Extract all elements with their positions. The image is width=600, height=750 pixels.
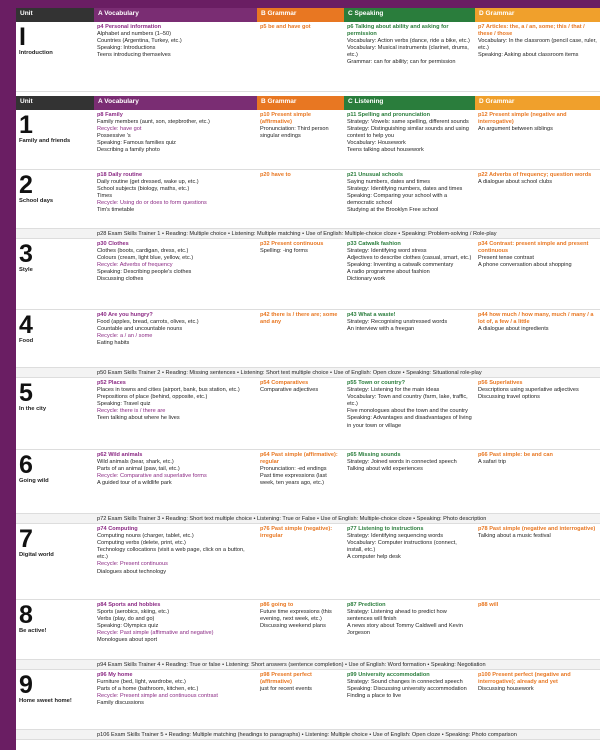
lesson-line: Teens introducing themselves [97, 52, 171, 59]
lesson-line: Strategy: Distinguishing similar sounds and using context to help you [347, 126, 469, 140]
lesson-line: Speaking: Comparing your school with a democratic school [347, 193, 448, 207]
header-unit: Unit [16, 8, 94, 22]
cell-skills [344, 600, 475, 659]
lesson-line: A news story about Tommy Caldwell and Kevin Jorgeson [347, 623, 463, 637]
unit-title: Going wild [19, 478, 49, 484]
unit-number: 2 [19, 171, 33, 199]
cell-grammar-d [475, 670, 600, 729]
unit-cell [16, 239, 94, 309]
lesson-line: Descriptions using superlative adjectives [478, 387, 579, 394]
lesson-line: Vocabulary: Computer instructions (connect, install, etc.) [347, 540, 457, 554]
lesson-title: p42 there is / there are; some and any [260, 312, 338, 326]
exam-skills-banner: p72 Exam Skills Trainer 3 • Reading: Short text multiple choice • Listening: True or False • Use of English: Multiple-choice cloze • Speaking: Photo description [16, 514, 600, 524]
header-speaking: C Speaking [344, 8, 475, 22]
lesson-title: p18 Daily routine [97, 172, 143, 178]
lesson-line: Alphabet and numbers (1–50) [97, 31, 172, 38]
lesson-title: p40 Are you hungry? [97, 312, 153, 318]
lesson-title: p44 how much / how many, much / many / a lot of, a few / a little [478, 312, 594, 326]
unit-row [16, 524, 600, 600]
cell-grammar [257, 524, 344, 599]
lesson-line: Computing verbs (delete, print, etc.) [97, 540, 186, 547]
unit-number: 6 [19, 451, 33, 479]
lesson-title: p22 Adverbs of frequency; question words [478, 172, 592, 178]
lesson-line: Sports (aerobics, skiing, etc.) [97, 609, 170, 616]
cell-skills [344, 239, 475, 309]
unit-row [16, 170, 600, 229]
cell-vocabulary [94, 450, 257, 513]
unit-cell [16, 524, 94, 599]
unit-cell [16, 670, 94, 729]
lesson-title: p100 Present perfect (negative and interrogative); already and yet [478, 672, 571, 686]
exam-skills-banner: p106 Exam Skills Trainer 5 • Reading: Multiple matching (headings to paragraphs) • Listening: Multiple choice • Use of English: Open cloze • Speaking: Photo comparison [16, 730, 600, 740]
lesson-line: Possessive 's [97, 133, 131, 140]
lesson-line: A dialogue about school clubs [478, 179, 553, 186]
unit-row [16, 22, 600, 92]
cell-grammar-d [475, 239, 600, 309]
lesson-line: Teens talking about housework [347, 147, 424, 154]
exam-skills-banner: p28 Exam Skills Trainer 1 • Reading: Multiple choice • Listening: Multiple matching • Use of English: Multiple-choice cloze • Speaking: Problem-solving / Role-play [16, 229, 600, 239]
recycle-note: Recycle: Adverbs of frequency [97, 262, 173, 269]
lesson-line: Pronunciation: -ed endings [260, 466, 327, 473]
lesson-line: A safari trip [478, 459, 506, 466]
lesson-line: A radio programme about fashion [347, 269, 430, 276]
unit-cell [16, 22, 94, 91]
lesson-line: Times [97, 193, 113, 200]
cell-vocabulary [94, 239, 257, 309]
lesson-title: p86 going to [260, 602, 294, 608]
lesson-line: Strategy: Identifying word stress [347, 248, 427, 255]
lesson-line: Future time expressions (this evening, next week, etc.) [260, 609, 332, 623]
header-vocabulary: A Vocabulary [94, 96, 257, 110]
lesson-line: Computing nouns (charger, tablet, etc.) [97, 533, 194, 540]
lesson-line: An interview with a freegan [347, 326, 415, 333]
lesson-line: Strategy: Joined words in connected speech [347, 459, 457, 466]
cell-grammar-d [475, 524, 600, 599]
lesson-title: p65 Missing sounds [347, 452, 401, 458]
cell-grammar [257, 110, 344, 169]
cell-skills [344, 110, 475, 169]
lesson-title: p43 What a waste! [347, 312, 396, 318]
lesson-line: Past time expressions (last week, ten years ago, etc.) [260, 473, 327, 487]
cell-grammar [257, 310, 344, 367]
lesson-line: Present tense contrast [478, 255, 534, 262]
lesson-line: Daily routine (get dressed, wake up, etc.) [97, 179, 199, 186]
header-grammar-d: D Grammar [475, 96, 600, 110]
cell-grammar [257, 170, 344, 228]
lesson-title: p77 Listening to instructions [347, 526, 424, 532]
lesson-title: p55 Town or country? [347, 380, 406, 386]
lesson-line: Countable and uncountable nouns [97, 326, 183, 333]
cell-skills [344, 310, 475, 367]
lesson-title: p74 Computing [97, 526, 138, 532]
lesson-line: Food (apples, bread, carrots, olives, etc.) [97, 319, 199, 326]
unit-row [16, 310, 600, 368]
lesson-line: Talking about a music festival [478, 533, 551, 540]
lesson-line: Clothes (boots, cardigan, dress, etc.) [97, 248, 189, 255]
lesson-line: Studying at the Brooklyn Free school [347, 207, 439, 214]
lesson-title: p62 Wild animals [97, 452, 143, 458]
cell-grammar-d [475, 170, 600, 228]
lesson-line: Strategy: Listening for the main ideas [347, 387, 440, 394]
lesson-line: Discussing travel options [478, 394, 540, 401]
recycle-note: Recycle: have got [97, 126, 142, 133]
lesson-title: p10 Present simple (affirmative) [260, 112, 311, 126]
unit-row [16, 239, 600, 310]
lesson-line: Speaking: Famous families quiz [97, 140, 176, 147]
lesson-line: Wild animals (bear, shark, etc.) [97, 459, 174, 466]
cell-vocabulary [94, 378, 257, 449]
header-row-intro [16, 8, 600, 22]
lesson-line: A computer help desk [347, 554, 401, 561]
lesson-line: Talking about wild experiences [347, 466, 423, 473]
lesson-line: Monologues about sport [97, 637, 158, 644]
lesson-line: Vocabulary: Action verbs (dance, ride a bike, etc.) [347, 38, 470, 45]
header-vocabulary: A Vocabulary [94, 8, 257, 22]
lesson-line: Discussing housework [478, 686, 534, 693]
lesson-line: Five monologues about the town and the country [347, 408, 468, 415]
lesson-line: Discussing clothes [97, 276, 144, 283]
header-listening: C Listening [344, 96, 475, 110]
cell-grammar-d [475, 310, 600, 367]
lesson-line: just for recent events [260, 686, 312, 693]
lesson-line: Finding a place to live [347, 693, 402, 700]
recycle-note: Recycle: Present simple and continuous contrast [97, 693, 218, 700]
cell-grammar [257, 600, 344, 659]
lesson-line: An argument between siblings [478, 126, 553, 133]
unit-cell [16, 378, 94, 449]
unit-row [16, 110, 600, 170]
lesson-line: Dictionary work [347, 276, 386, 283]
cell-grammar [257, 450, 344, 513]
lesson-title: p84 Sports and hobbies [97, 602, 161, 608]
lesson-title: p33 Catwalk fashion [347, 241, 401, 247]
lesson-title: p54 Comparatives [260, 380, 309, 386]
lesson-title: p66 Past simple: be and can [478, 452, 553, 458]
unit-title: Family and friends [19, 138, 71, 144]
unit-row [16, 378, 600, 450]
lesson-title: p52 Places [97, 380, 126, 386]
lesson-line: Tim's timetable [97, 207, 135, 214]
lesson-line: A dialogue about ingredients [478, 326, 549, 333]
lesson-line: Parts of an animal (paw, tail, etc.) [97, 466, 180, 473]
lesson-title: p64 Past simple (affirmative): regular [260, 452, 338, 466]
cell-grammar [257, 239, 344, 309]
unit-cell [16, 450, 94, 513]
cell-skills [344, 670, 475, 729]
recycle-note: Recycle: Using do or does to form questions [97, 200, 207, 207]
unit-cell [16, 600, 94, 659]
cell-grammar-d [475, 22, 600, 91]
unit-title: Introduction [19, 50, 53, 56]
contents-page [16, 8, 600, 750]
lesson-line: Colours (cream, light blue, yellow, etc.) [97, 255, 194, 262]
lesson-title: p8 Family [97, 112, 123, 118]
lesson-title: p76 Past simple (negative): irregular [260, 526, 333, 540]
exam-skills-banner: p94 Exam Skills Trainer 4 • Reading: True or false • Listening: Short answers (sentence completion) • Use of English: Word formation • Speaking: Negotiation [16, 660, 600, 670]
lesson-line: Countries (Argentina, Turkey, etc.) [97, 38, 182, 45]
lesson-line: Parts of a home (bathroom, kitchen, etc.) [97, 686, 199, 693]
lesson-title: p99 University accommodation [347, 672, 430, 678]
lesson-line: Vocabulary: Housework [347, 140, 406, 147]
lesson-line: Strategy: Recognising unstressed words [347, 319, 448, 326]
lesson-title: p11 Spelling and pronunciation [347, 112, 430, 118]
lesson-line: Speaking: Discussing university accommodation [347, 686, 467, 693]
lesson-title: p98 Present perfect (affirmative) [260, 672, 312, 686]
lesson-title: p20 have to [260, 172, 291, 178]
lesson-line: Speaking: Asking about classroom items [478, 52, 579, 59]
recycle-note: Recycle: a / an / some [97, 333, 153, 340]
lesson-line: Places in towns and cities (airport, bank, bus station, etc.) [97, 387, 240, 394]
lesson-line: Speaking: Inventing a catwalk commentary [347, 262, 454, 269]
recycle-note: Recycle: Comparative and superlative forms [97, 473, 207, 480]
unit-title: Home sweet home! [19, 698, 72, 704]
lesson-line: Discussing weekend plans [260, 623, 326, 630]
unit-row [16, 670, 600, 730]
header-row-main [16, 96, 600, 110]
unit-cell [16, 310, 94, 367]
unit-title: Digital world [19, 552, 54, 558]
cell-skills [344, 378, 475, 449]
unit-number: 1 [19, 111, 33, 139]
lesson-line: A phone conversation about shopping [478, 262, 572, 269]
lesson-title: p5 be and have got [260, 24, 311, 30]
unit-title: Style [19, 267, 33, 273]
lesson-line: Eating habits [97, 340, 130, 347]
lesson-line: Speaking: Describing people's clothes [97, 269, 192, 276]
lesson-title: p34 Contrast: present simple and present continuous [478, 241, 589, 255]
lesson-line: Pronunciation: Third person singular endings [260, 126, 329, 140]
exam-skills-banner: p50 Exam Skills Trainer 2 • Reading: Missing sentences • Listening: Short text multiple choice • Use of English: Open cloze • Speaking: Situational role-play [16, 368, 600, 378]
lesson-title: p21 Unusual schools [347, 172, 403, 178]
header-grammar-d: D Grammar [475, 8, 600, 22]
lesson-title: p78 Past simple (negative and interrogative) [478, 526, 596, 532]
lesson-line: Speaking: Travel quiz [97, 401, 151, 408]
cell-skills [344, 450, 475, 513]
lesson-line: Speaking: Advantages and disadvantages of living in your town or village [347, 415, 472, 429]
lesson-line: Strategy: Sound changes in connected speech [347, 679, 463, 686]
unit-number: 4 [19, 311, 33, 339]
lesson-line: Speaking: Introductions [97, 45, 156, 52]
lesson-line: Describing a family photo [97, 147, 160, 154]
unit-number: 7 [19, 525, 33, 553]
cell-vocabulary [94, 170, 257, 228]
lesson-line: Prepositions of place (behind, opposite, etc.) [97, 394, 208, 401]
lesson-title: p4 Personal information [97, 24, 162, 30]
unit-cell [16, 110, 94, 169]
cell-vocabulary [94, 310, 257, 367]
lesson-line: A guided tour of a wildlife park [97, 480, 172, 487]
unit-number: 9 [19, 671, 33, 699]
lesson-line: Dialogues about technology [97, 568, 167, 575]
lesson-line: Strategy: Vowels: same spelling, different sounds [347, 119, 469, 126]
cell-skills [344, 22, 475, 91]
cell-grammar [257, 378, 344, 449]
lesson-line: Grammar: can for ability; can for permission [347, 59, 456, 66]
cell-grammar-d [475, 600, 600, 659]
lesson-line: Family discussions [97, 700, 144, 707]
unit-number: 5 [19, 379, 33, 407]
lesson-title: p32 Present continuous [260, 241, 324, 247]
header-unit: Unit [16, 96, 94, 110]
lesson-title: p56 Superlatives [478, 380, 523, 386]
lesson-title: p12 Present simple (negative and interrogative) [478, 112, 567, 126]
recycle-note: Recycle: Present continuous [97, 561, 168, 568]
lesson-line: Technology collocations (visit a web page, click on a button, etc.) [97, 547, 245, 561]
lesson-line: Verbs (play, do and go) [97, 616, 155, 623]
lesson-line: Strategy: Identifying numbers, dates and times [347, 186, 463, 193]
unit-title: In the city [19, 406, 47, 412]
lesson-title: p96 My home [97, 672, 133, 678]
lesson-title: p87 Prediction [347, 602, 386, 608]
cell-vocabulary [94, 22, 257, 91]
recycle-note: Recycle: there is / there are [97, 408, 166, 415]
unit-number: 8 [19, 601, 33, 629]
header-grammar: B Grammar [257, 8, 344, 22]
cell-vocabulary [94, 110, 257, 169]
lesson-line: School subjects (biology, maths, etc.) [97, 186, 190, 193]
unit-row [16, 600, 600, 660]
cell-grammar [257, 22, 344, 91]
lesson-line: Strategy: Identifying sequencing words [347, 533, 444, 540]
cell-grammar-d [475, 110, 600, 169]
cell-vocabulary [94, 600, 257, 659]
lesson-line: Strategy: Listening ahead to predict how sentences will finish [347, 609, 447, 623]
lesson-title: p7 Articles: the, a / an, some; this / that / these / those [478, 24, 585, 38]
lesson-line: Spelling: -ing forms [260, 248, 308, 255]
unit-number: 3 [19, 240, 33, 268]
recycle-note: Recycle: Past simple (affirmative and negative) [97, 630, 214, 637]
cell-skills [344, 170, 475, 228]
lesson-line: Vocabulary: In the classroom (pencil case, ruler, etc.) [478, 38, 597, 52]
cell-skills [344, 524, 475, 599]
unit-row [16, 450, 600, 514]
unit-title: Food [19, 338, 34, 344]
lesson-line: Family members (aunt, son, stepbrother, etc.) [97, 119, 210, 126]
lesson-title: p6 Talking about ability and asking for permission [347, 24, 449, 38]
lesson-title: p88 will [478, 602, 499, 608]
cell-vocabulary [94, 670, 257, 729]
cell-vocabulary [94, 524, 257, 599]
header-grammar: B Grammar [257, 96, 344, 110]
unit-cell [16, 170, 94, 228]
unit-title: School days [19, 198, 54, 204]
unit-number: I [19, 23, 26, 51]
lesson-line: Adjectives to describe clothes (casual, smart, etc.) [347, 255, 472, 262]
lesson-line: Comparative adjectives [260, 387, 319, 394]
unit-title: Be active! [19, 628, 47, 634]
cell-grammar-d [475, 450, 600, 513]
cell-grammar [257, 670, 344, 729]
lesson-line: Vocabulary: Musical instruments (clarinet, drums, etc.) [347, 45, 469, 59]
lesson-line: Saying numbers, dates and times [347, 179, 431, 186]
lesson-line: Vocabulary: Town and country (farm, lake, traffic, etc.) [347, 394, 468, 408]
lesson-line: Furniture (bed, light, wardrobe, etc.) [97, 679, 186, 686]
lesson-line: Speaking: Olympics quiz [97, 623, 159, 630]
lesson-title: p30 Clothes [97, 241, 129, 247]
lesson-line: Teen talking about where he lives [97, 415, 180, 422]
cell-grammar-d [475, 378, 600, 449]
